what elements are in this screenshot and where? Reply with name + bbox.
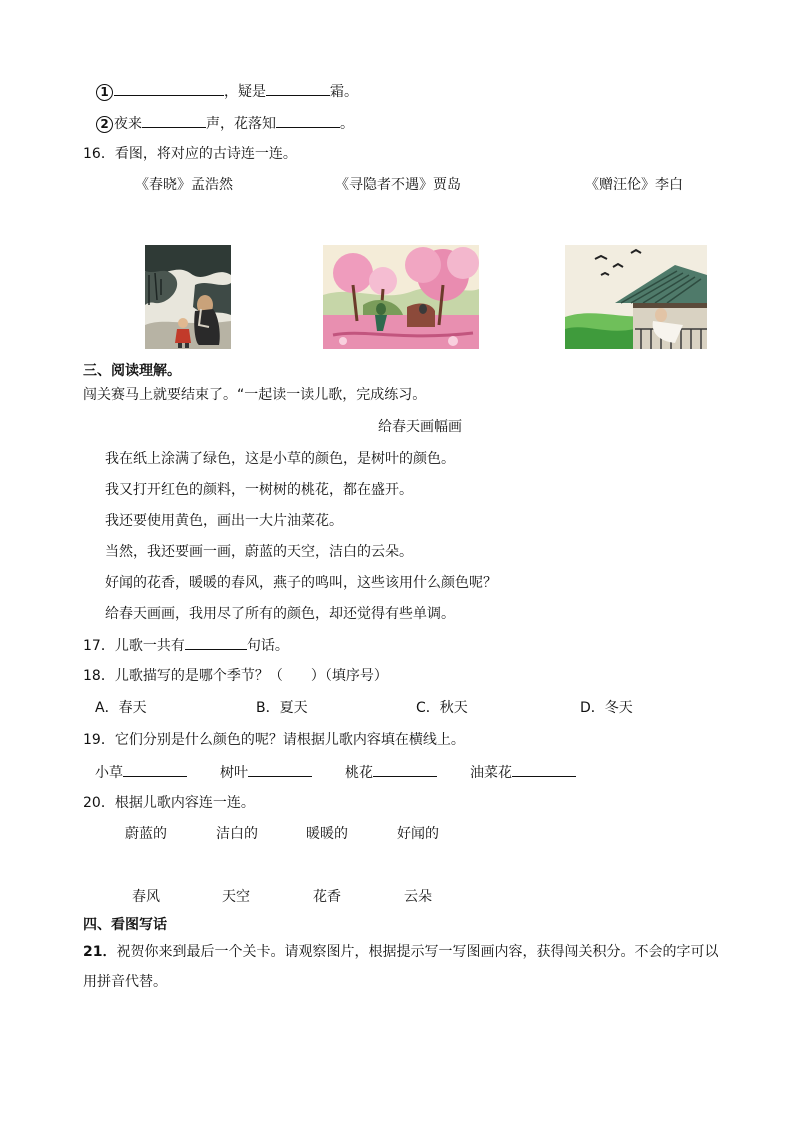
q15-item-1: 1 ，疑是 霜。 [96, 81, 358, 102]
q19-field: 树叶 [220, 762, 312, 783]
match-bottom-item[interactable]: 云朵 [404, 889, 432, 905]
answer-blank[interactable] [512, 762, 576, 777]
poem-option: 《寻隐者不遇》贾岛 [335, 177, 461, 193]
q21-line-2: 用拼音代替。 [83, 974, 167, 990]
q16-stem: 16．看图，将对应的古诗连一连。 [83, 146, 297, 162]
circled-number: 2 [96, 116, 113, 133]
picture-spring-dawn [565, 245, 707, 349]
section-heading-writing: 四、看图写话 [83, 917, 167, 933]
answer-blank[interactable] [266, 81, 330, 96]
q15-item-2: 2 夜来 声，花落知 。 [96, 113, 354, 134]
poem-line: 给春天画画，我用尽了所有的颜色，却还觉得有些单调。 [105, 606, 455, 622]
picture-hermit [145, 245, 231, 349]
answer-blank[interactable] [248, 762, 312, 777]
answer-blank[interactable] [123, 762, 187, 777]
poem-line: 我在纸上涂满了绿色，这是小草的颜色，是树叶的颜色。 [105, 451, 455, 467]
answer-blank[interactable] [114, 81, 224, 96]
match-bottom-item[interactable]: 天空 [222, 889, 250, 905]
q19-field: 油菜花 [470, 762, 576, 783]
q18-option[interactable]: D．冬天 [580, 700, 633, 716]
poem-option: 《春晓》孟浩然 [135, 177, 233, 193]
poem-option: 《赠汪伦》李白 [585, 177, 683, 193]
poem-line: 当然，我还要画一画，蔚蓝的天空，洁白的云朵。 [105, 544, 413, 560]
match-top-item[interactable]: 蔚蓝的 [125, 826, 167, 842]
poem-title: 给春天画幅画 [378, 419, 462, 435]
circled-number: 1 [96, 84, 113, 101]
answer-blank[interactable] [373, 762, 437, 777]
match-top-item[interactable]: 洁白的 [216, 826, 258, 842]
match-bottom-item[interactable]: 春风 [132, 889, 160, 905]
answer-blank[interactable] [142, 113, 206, 128]
section-heading-reading: 三、阅读理解。 [83, 363, 181, 379]
q18-stem: 18．儿歌描写的是哪个季节？（ ）（填序号） [83, 668, 388, 684]
picture-peach-blossoms [323, 245, 479, 349]
poem-line: 我又打开红色的颜料，一树树的桃花，都在盛开。 [105, 482, 413, 498]
match-top-item[interactable]: 暖暖的 [306, 826, 348, 842]
q19-field: 小草 [95, 762, 187, 783]
q18-option[interactable]: C．秋天 [416, 700, 468, 716]
poem-line: 我还要使用黄色，画出一大片油菜花。 [105, 513, 343, 529]
q21-line-1: 21．祝贺你来到最后一个关卡。请观察图片，根据提示写一写图画内容，获得闯关积分。不会的字可以 [83, 944, 719, 960]
match-bottom-item[interactable]: 花香 [313, 889, 341, 905]
q17: 17．儿歌一共有 句话。 [83, 635, 289, 656]
answer-blank[interactable] [276, 113, 340, 128]
q18-option[interactable]: B．夏天 [256, 700, 308, 716]
q19-stem: 19．它们分别是什么颜色的呢？请根据儿歌内容填在横线上。 [83, 732, 465, 748]
match-top-item[interactable]: 好闻的 [397, 826, 439, 842]
q19-field: 桃花 [345, 762, 437, 783]
section-intro: 闯关赛马上就要结束了。“一起读一读儿歌，完成练习。 [83, 387, 427, 403]
q20-stem: 20．根据儿歌内容连一连。 [83, 795, 255, 811]
q18-option[interactable]: A．春天 [95, 700, 147, 716]
poem-line: 好闻的花香，暖暖的春风，燕子的鸣叫，这些该用什么颜色呢？ [105, 575, 497, 591]
answer-blank[interactable] [185, 635, 247, 650]
